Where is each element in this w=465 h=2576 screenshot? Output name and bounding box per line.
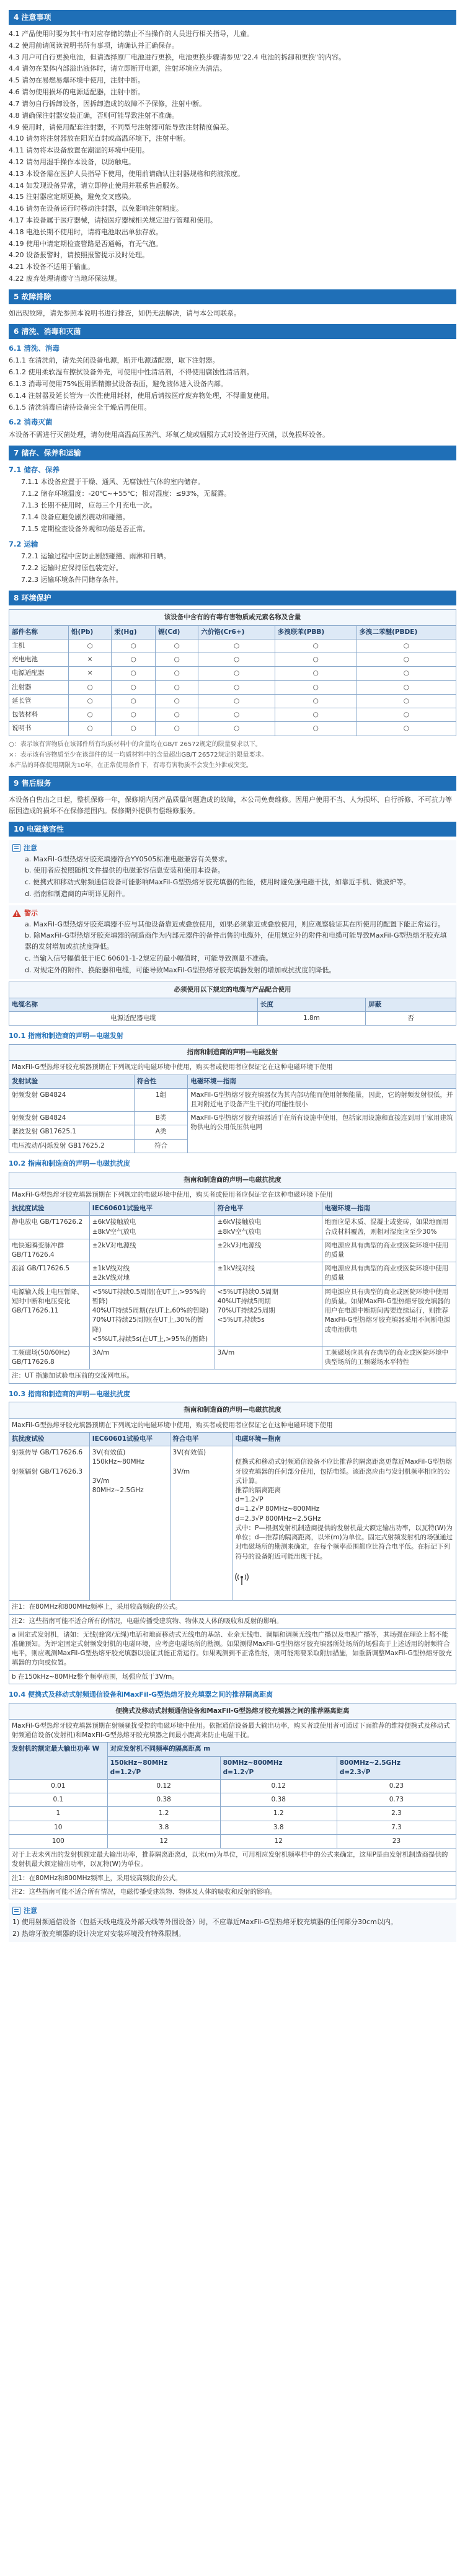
table-cell: 电源适配器电缆 [9, 1012, 258, 1026]
list-item: 6.1.5 清洗消毒后请待设备完全干燥后再使用。 [9, 403, 151, 411]
table-cell: ○ [198, 653, 275, 667]
table-cell: ○ [198, 680, 275, 694]
section-7-header: 7 储存、保养和运输 [9, 446, 456, 460]
emission-table-wrap [9, 1044, 456, 1153]
table-cell: ○ [112, 694, 156, 708]
table-cell: 工频磁场(50/60Hz) GB/T17626.8 [9, 1346, 90, 1369]
table-cell: ±1kV线对线 [215, 1262, 322, 1285]
table-cell: ○ [275, 640, 356, 653]
table-header: 电磁环境—指南 [188, 1075, 456, 1088]
table-row [9, 1285, 456, 1346]
table-cell: 3V(有效值) 150kHz~80MHz 3V/m 80MHz~2.5GHz [89, 1446, 170, 1601]
table-header: 80MHz~800MHz d=1.2√P [220, 1756, 337, 1779]
subsection-title: 10.2 指南和制造商的声明—电磁抗扰度 [9, 1159, 130, 1167]
list-item: 6.1.2 使用柔软湿布擦拭设备外壳，可使用中性清洁剂，不得使用腐蚀性清洁剂。 [9, 368, 254, 377]
table-header: 六价铬(Cr6+) [198, 625, 275, 639]
warning-item: c. 当输入信号幅值低于IEC 60601-1-2规定的最小幅值时，可能导致测量不准确。 [25, 954, 273, 963]
table-cell: 10 [9, 1821, 108, 1834]
section-5-text: 如出现故障，请先参照本说明书进行排查，如仍无法解决，请与本公司联系。 [9, 309, 241, 317]
table-cell: 0.12 [107, 1780, 220, 1793]
table-row [9, 1012, 456, 1026]
list-item: 4.19 使用中请定期检查管路是否通畅，有无气泡。 [9, 239, 162, 248]
note-title-text: 注意 [24, 843, 37, 852]
section-4-list [9, 29, 456, 284]
note-title [12, 843, 453, 854]
table-cell: 网电源应具有典型的商业或医院环境中使用的质量 [322, 1239, 456, 1262]
table-cell: ○ [112, 708, 156, 722]
list-item: 6.1.3 消毒可使用75%医用酒精擦拭设备表面，避免液体进入设备内部。 [9, 379, 228, 388]
section-9-text: 本设备自售出之日起，整机保修一年，保修期内因产品质量问题造成的故障，本公司免费维修。因用户使用不当、人为损坏、自行拆修、不可抗力等原因造成的损坏不在保修范围内。保修期外提供有偿维修服务。 [9, 796, 452, 815]
table-cell: 包装材料 [9, 708, 69, 722]
table-caption: 指南和制造商的声明—电磁抗扰度 [9, 1402, 456, 1418]
table-row [9, 680, 456, 694]
list-item: 4.18 电池长期不使用时，请将电池取出单独存放。 [9, 227, 162, 236]
table-cell: 网电源应具有典型的商业或医院环境中使用的质量。如果MaxFil-G型热熔牙胶充填器的用户在电源中断期间需要连续运行，则推荐MaxFil-G型热熔牙胶充填器采用不间断电源或电池供电 [322, 1285, 456, 1346]
table-cell: <5%UT持续0.5周期 40%UT持续5周期 70%UT持续25周期 <5%UT,持续5s [215, 1285, 322, 1346]
table-row [9, 640, 456, 653]
section-8-header: 8 环境保护 [9, 591, 456, 605]
table-cell: ○ [112, 680, 156, 694]
table-note: 注2：这些指南可能不适合所有的情况，电磁传播受建筑物、物体及人体的吸收和反射的影响。 [9, 1614, 456, 1628]
table-cell: 7.3 [337, 1821, 456, 1834]
table-caption: 指南和制造商的声明—电磁发射 [9, 1045, 456, 1061]
table-cell: 3A/m [89, 1346, 215, 1369]
table-cell: ○ [69, 694, 112, 708]
table-header: 多溴二苯醚(PBDE) [356, 625, 456, 639]
table-cell: 0.01 [9, 1780, 108, 1793]
table-cell: 充电电池 [9, 653, 69, 667]
distance-table [9, 1703, 456, 1899]
table-note: 注2：这些指南可能不适合所有情况，电磁传播受建筑物、物体及人体的吸收和反射的影响。 [9, 1885, 456, 1899]
table-intro: MaxFil-G型热熔牙胶充填器预期在下列规定的电磁环境中使用，购买者或使用者应保证它在这种电磁环境下使用 [9, 1418, 456, 1432]
table-cell: 射频发射 GB4824 [9, 1112, 135, 1125]
table-note: b 在150kHz~80MHz整个频率范围，场强应低于3V/m。 [9, 1670, 456, 1684]
table-cell: 3.8 [107, 1821, 220, 1834]
list-item: 7.1.4 设备应避免剧烈震动和碰撞。 [21, 512, 130, 521]
table-header: 铅(Pb) [69, 625, 112, 639]
table-cell: × [69, 667, 112, 680]
table-header: 多溴联苯(PBB) [275, 625, 356, 639]
table-cell: ±2kV对电源线 [89, 1239, 215, 1262]
section-5-header: 5 故障排除 [9, 289, 456, 304]
table-cell: 3.8 [220, 1821, 337, 1834]
note-title [12, 1906, 453, 1917]
table-cell: ○ [69, 708, 112, 722]
table-cell: 0.38 [107, 1793, 220, 1807]
rf-immunity-table [9, 1402, 456, 1684]
table-cell: ○ [275, 694, 356, 708]
table-header: 部件名称 [9, 625, 69, 639]
subsection-title: 7.1 储存、保养 [9, 465, 60, 474]
table-cell: A类 [134, 1125, 188, 1139]
section-10-header: 10 电磁兼容性 [9, 822, 456, 837]
table-cell: ±6kV接触放电 ±8kV空气放电 [89, 1216, 215, 1239]
list-item: 4.21 本设备不适用于输血。 [9, 263, 94, 271]
paragraph: 本设备不需进行灭菌处理，请勿使用高温高压蒸汽、环氧乙烷或辐照方式对设备进行灭菌，以免损坏设备。 [9, 431, 329, 439]
table-cell: 0.38 [220, 1793, 337, 1807]
table-header: 符合电平 [170, 1432, 232, 1446]
table-row [9, 1239, 456, 1262]
table-cell: 3V(有效值) 3V/m [170, 1446, 232, 1601]
hazard-table [9, 609, 456, 736]
table-row [9, 1088, 456, 1111]
table-cell: 射频传导 GB/T17626.6 射频辐射 GB/T17626.3 [9, 1446, 90, 1601]
list-item: 4.15 注射器应定期更换，避免交叉感染。 [9, 193, 135, 201]
table-cell: ±6kV接触放电 ±8kV空气放电 [215, 1216, 322, 1239]
list-item: 4.17 本设备属于医疗器械，请按医疗器械相关规定进行管理和使用。 [9, 216, 217, 224]
note-item: c. 便携式和移动式射频通信设备可能影响MaxFil-G型热熔牙胶充填器的性能，使用时避免强电磁干扰，如靠近手机、微波炉等。 [25, 878, 410, 887]
table-header: 抗扰度试验 [9, 1202, 90, 1216]
note-icon [12, 844, 20, 852]
table-note: 注1：在80MHz和800MHz频率上，采用较高频段的公式。 [9, 1601, 456, 1614]
immunity-table [9, 1172, 456, 1384]
table-intro: MaxFil-G型热熔牙胶充填器预期在下列规定的电磁环境中使用，购买者或使用者应保证它在这种电磁环境下使用 [9, 1061, 456, 1075]
note-box [9, 840, 456, 903]
warning-title-text: 警示 [24, 908, 38, 917]
list-item: 4.20 设备报警时，请按照报警提示及时处理。 [9, 251, 149, 260]
table-cell: ○ [156, 708, 198, 722]
list-item: 4.9 使用时，请使用配套注射器，不同型号注射器可能导致注射精度偏差。 [9, 123, 233, 131]
rf-immunity-table-wrap [9, 1402, 456, 1684]
table-cell: <5%UT持续0.5周期(在UT上,>95%的暂降) 40%UT持续5周期(在UT上,60%的暂降) 70%UT持续25周期(在UT上,30%的暂降) <5%UT,持续5s(在UT上,>95%的暂降) [89, 1285, 215, 1346]
table-row [9, 1112, 456, 1125]
table-header: 对应发射机不同频率的隔离距离 m [107, 1743, 456, 1756]
subsection-title: 10.3 指南和制造商的声明—电磁抗扰度 [9, 1389, 130, 1398]
table-header: 符合性 [134, 1075, 188, 1088]
warning-box [9, 905, 456, 979]
table-cell: 12 [107, 1834, 220, 1848]
table-cell: 1.2 [220, 1807, 337, 1821]
table-cell: ○ [69, 640, 112, 653]
table-header: 发射机的额定最大输出功率 W [9, 1743, 108, 1780]
table-cell: ○ [198, 640, 275, 653]
table-cell: ○ [356, 667, 456, 680]
table-cell: ○ [156, 640, 198, 653]
table-cell: 工频磁场应具有在典型的商业或医院环境中典型场所的工频磁场水平特性 [322, 1346, 456, 1369]
table-cell: ±2kV对电源线 [215, 1239, 322, 1262]
table-header: 抗扰度试验 [9, 1432, 90, 1446]
subsection-title: 6.1 清洗、消毒 [9, 343, 60, 353]
list-item: 7.2.2 运输时应保持原包装完好。 [21, 563, 123, 572]
warning-icon [12, 910, 21, 917]
table-cell: ○ [356, 653, 456, 667]
table-row [9, 1216, 456, 1239]
table-caption: 必须使用以下规定的电缆与产品配合使用 [9, 982, 456, 998]
list-item: 6.1.1 在清洗前，请先关闭设备电源，断开电源适配器，取下注射器。 [9, 356, 219, 365]
table-cell: ○ [112, 640, 156, 653]
table-cell: MaxFil-G型热熔牙胶充填器适于在所有设施中使用，包括家用设施和直接连到用于家用建筑物供电的公用低压供电网 [188, 1112, 456, 1153]
note-item: a. MaxFil-G型热熔牙胶充填器符合YY0505标准电磁兼容有关要求。 [25, 855, 232, 863]
table-row [9, 708, 456, 722]
table-cell: ○ [69, 722, 112, 736]
list-item: 7.2.1 运输过程中应防止剧烈碰撞、雨淋和日晒。 [21, 552, 170, 561]
table-header: 发射试验 [9, 1075, 135, 1088]
list-item: 6.1.4 注射器及延长管为一次性使用耗材，使用后请按医疗废弃物处理，不得重复使用。 [9, 391, 274, 400]
list-item: 7.1.1 本设备应置于干燥、通风、无腐蚀性气体的室内储存。 [21, 478, 205, 486]
list-item: 4.13 本设备需在医护人员指导下使用，使用前请确认注射器规格和药液浓度。 [9, 169, 244, 178]
subsection-title: 6.2 消毒灭菌 [9, 418, 53, 427]
table-cell: 主机 [9, 640, 69, 653]
table-note: 注：UT 指施加试验电压前的交流网电压。 [9, 1369, 456, 1383]
table-cell: ○ [156, 694, 198, 708]
section-6-header: 6 清洗、消毒和灭菌 [9, 324, 456, 339]
table-cell: ○ [69, 680, 112, 694]
note-item: 2) 热熔牙胶充填器的设计决定对安装环境没有特殊限制。 [12, 1929, 185, 1938]
table-cell: 3A/m [215, 1346, 322, 1369]
emission-table [9, 1044, 456, 1153]
warning-item: b. 除MaxFil-G型热熔牙胶充填器的制造商作为内部元器件的备件出售的电缆外，使用规定外的附件和电缆可能导致MaxFil-G型热熔牙胶充填器的发射增加或抗扰度降低。 [25, 931, 447, 951]
table-cell: ○ [356, 722, 456, 736]
table-row [9, 1834, 456, 1848]
table-row [9, 1793, 456, 1807]
note-item: d. 指南和制造商的声明详见附件。 [25, 889, 129, 898]
table-cell: 100 [9, 1834, 108, 1848]
table-header: IEC60601试验电平 [89, 1432, 170, 1446]
list-item: 4.12 请勿用湿手操作本设备，以防触电。 [9, 157, 135, 166]
table-row [9, 1807, 456, 1821]
table-cell: ○ [156, 680, 198, 694]
subsection-title: 10.4 便携式及移动式射频通信设备和MaxFil-G型热熔牙胶充填器之间的推荐隔离距离 [9, 1690, 273, 1699]
table-row [9, 722, 456, 736]
table-cell: ○ [112, 653, 156, 667]
table-header: 屏蔽 [366, 998, 456, 1011]
table-cell: 静电放电 GB/T17626.2 [9, 1216, 90, 1239]
table-cell: 1 [9, 1807, 108, 1821]
table-header: 150kHz~80MHz d=1.2√P [107, 1756, 220, 1779]
table-cell: 否 [366, 1012, 456, 1026]
table-cell: MaxFil-G型热熔牙胶充填器仅为其内部功能而使用射频能量，因此，它的射频发射很低，并且对附近电子设备产生干扰的可能性很小 [188, 1088, 456, 1111]
table-header: 电磁环境—指南 [232, 1432, 456, 1446]
table-note: a 固定式发射机，诸如：无线(蜂窝/无绳)电话和地面移动式无线电的基站、业余无线电、调幅和调频无线电广播以及电视广播等，其场强在理论上都不能准确预知。为评定固定式射频发射机的电磁环境，应考虑电磁场所的勘测。如果测得MaxFil-G型热熔牙胶充填器所处场所的场强高于上述适用的射频符合电平，则应观测MaxFil-G型热熔牙胶充填器以验证其能正常运行。如果观测到不正常性能，则可能需要采取附加措施，如重新调整MaxFil-G型热熔牙胶充填器的方向或位置。 [9, 1628, 456, 1670]
table-cell: ○ [112, 722, 156, 736]
table-caption: 该设备中含有的有毒有害物质或元素名称及含量 [9, 609, 456, 625]
table-note: 注1：在80MHz和800MHz频率上，采用较高频段的公式。 [9, 1871, 456, 1885]
immunity-table-wrap [9, 1172, 456, 1384]
table-cell: ○ [198, 708, 275, 722]
table-row [9, 667, 456, 680]
list-item: 4.10 请勿将注射器放在阳光直射或高温环境下，注射中断。 [9, 134, 190, 143]
final-note-box [9, 1903, 456, 1942]
table-cell: ○ [198, 694, 275, 708]
table-cell: 谐波发射 GB17625.1 [9, 1125, 135, 1139]
table-cell: B类 [134, 1112, 188, 1125]
table-cell: 23 [337, 1834, 456, 1848]
table-header: 汞(Hg) [112, 625, 156, 639]
subsection-title: 7.2 运输 [9, 539, 38, 548]
table-cell: ○ [112, 667, 156, 680]
table-cell: 注射器 [9, 680, 69, 694]
table-cell: 12 [220, 1834, 337, 1848]
table-header: 符合电平 [215, 1202, 322, 1216]
list-item: 4.5 请勿在易燃易爆环境中使用，注射中断。 [9, 76, 144, 85]
table-cell: 浪涌 GB/T17626.5 [9, 1262, 90, 1285]
table-row [9, 1780, 456, 1793]
table-note: ×：表示该有害物质至少在该部件的某一均质材料中的含量超出GB/T 26572规定的限量要求。 [9, 751, 268, 758]
list-item: 4.6 请勿使用损坏的电源适配器，注射中断。 [9, 88, 144, 97]
list-item: 4.3 用户可自行更换电池，但请选择原厂电池进行更换，电池更换步骤请参见"22.4 电池的拆卸和更换"的内容。 [9, 53, 346, 61]
table-cell: 1.8m [257, 1012, 366, 1026]
list-item: 7.1.2 储存环境温度：-20℃~+55℃；相对湿度：≤93%，无凝露。 [21, 490, 231, 498]
note-item: 1) 使用射频通信设备（包括天线电缆及外部天线等外围设备）时，不应靠近MaxFil-G型热熔牙胶充填器的任何部分30cm以内。 [12, 1917, 397, 1926]
table-cell: ○ [275, 680, 356, 694]
table-row [9, 653, 456, 667]
table-header: 镉(Cd) [156, 625, 198, 639]
table-cell: ○ [156, 667, 198, 680]
table-cell: 电源适配器 [9, 667, 69, 680]
table-cell: ○ [156, 653, 198, 667]
table-note: 对于上表未列出的发射机额定最大输出功率，推荐隔离距离d，以米(m)为单位，可用相应发射机频率栏中的公式来确定，这里P是由发射机制造商提供的发射机最大额定输出功率，以瓦特(W)为单位。 [9, 1848, 456, 1871]
distance-table-wrap [9, 1703, 456, 1899]
table-cell: 0.12 [220, 1780, 337, 1793]
section-9-header: 9 售后服务 [9, 776, 456, 791]
table-cell: ○ [275, 653, 356, 667]
table-intro: MaxFil-G型热熔牙胶充填器预期在下列规定的电磁环境中使用，购买者或使用者应保证它在这种电磁环境下使用 [9, 1188, 456, 1202]
table-cell [232, 1446, 456, 1601]
table-cell: 0.73 [337, 1793, 456, 1807]
table-cell: 符合 [134, 1139, 188, 1153]
table-cell: 1组 [134, 1088, 188, 1111]
table-cell: ○ [198, 667, 275, 680]
table-cell: 电快速瞬变脉冲群 GB/T17626.4 [9, 1239, 90, 1262]
list-item: 4.16 请勿在设备运行时移动注射器，以免影响注射精度。 [9, 204, 183, 213]
note-icon [12, 1907, 20, 1915]
table-cell: ○ [275, 708, 356, 722]
cable-table-wrap [9, 982, 456, 1026]
table-header: 电缆名称 [9, 998, 258, 1011]
table-header: 长度 [257, 998, 366, 1011]
table-cell: ±1kV线对线 ±2kV线对地 [89, 1262, 215, 1285]
table-row [9, 1821, 456, 1834]
table-header: 800MHz~2.5GHz d=2.3√P [337, 1756, 456, 1779]
guidance-text: 便携式和移动式射频通信设备不应比推荐的隔离距离更靠近MaxFil-G型热熔牙胶充填器的任何部分使用，包括电缆。该距离应由与发射机频率相应的公式计算。 推荐的隔离距离 d=1.2√P d=1.2√P 80MHz~800MHz d=2.3√P 800MHz~2.5GHz 式中：P—根据发射机制造商提供的发射机最大额定输出功率，以瓦特(W)为单位；d—推荐的隔离距离，以米(m)为单位。固定式射频发射机的场强通过对电磁场所的勘测来确定，在每个频率范围都应比符合电平低。在标记下列符号的设备附近可能出现干扰。 [235, 1458, 453, 1560]
table-note: 本产品的环保使用期限为10年，在正常使用条件下，有毒有害物质不会发生外泄或突变。 [9, 762, 252, 769]
table-cell: ○ [356, 708, 456, 722]
table-cell: 地面应是木质、混凝土或瓷砖，如果地面用合成材料覆盖，则相对湿度应至少30% [322, 1216, 456, 1239]
table-header: 电磁环境—指南 [322, 1202, 456, 1216]
cable-table [9, 982, 456, 1026]
table-caption: 指南和制造商的声明—电磁抗扰度 [9, 1172, 456, 1188]
hazard-table-wrap [9, 609, 456, 736]
list-item: 7.1.5 定期检查设备外观和功能是否正常。 [21, 524, 150, 533]
warning-item: a. MaxFil-G型热熔牙胶充填器不应与其他设备靠近或叠放使用，如果必须靠近或叠放使用，则应观察验证其在所使用的配置下能正常运行。 [25, 920, 445, 928]
warning-title [12, 908, 453, 919]
list-item: 4.22 废弃处理请遵守当地环保法规。 [9, 275, 122, 283]
table-cell: ○ [156, 722, 198, 736]
list-item: 7.2.3 运输环境条件同储存条件。 [21, 575, 123, 584]
table-cell: 电压波动/闪烁发射 GB17625.2 [9, 1139, 135, 1153]
table-cell: ○ [275, 667, 356, 680]
table-cell: ○ [356, 680, 456, 694]
list-item: 4.2 使用前请阅读说明书所有事项，请确认并正确保存。 [9, 41, 179, 50]
table-row [9, 1446, 456, 1601]
table-row [9, 1346, 456, 1369]
list-item: 4.11 请勿将本设备放置在潮湿的环境中使用。 [9, 146, 149, 155]
list-item: 4.14 如发现设备异常，请立即停止使用并联系售后服务。 [9, 181, 183, 190]
list-item: 4.7 请勿自行拆卸设备，因拆卸造成的故障不予保修，注射中断。 [9, 99, 206, 108]
radiation-symbol-icon [235, 1564, 453, 1589]
section-4-header: 4 注意事项 [9, 10, 456, 25]
table-cell: × [69, 653, 112, 667]
table-cell: 0.23 [337, 1780, 456, 1793]
table-cell: 2.3 [337, 1807, 456, 1821]
note-title-text: 注意 [24, 1907, 37, 1915]
table-caption: 便携式及移动式射频通信设备和MaxFil-G型热熔牙胶充填器之间的推荐隔离距离 [9, 1703, 456, 1719]
table-cell: 电源输入线上电压暂降、短时中断和电压变化 GB/T17626.11 [9, 1285, 90, 1346]
list-item: 4.8 请确保注射器安装正确，否则可能导致注射不准确。 [9, 111, 179, 120]
table-cell: ○ [198, 722, 275, 736]
table-cell: ○ [356, 694, 456, 708]
table-row [9, 1262, 456, 1285]
list-item: 7.1.3 长期不使用时，应每三个月充电一次。 [21, 501, 157, 510]
subsection-title: 10.1 指南和制造商的声明—电磁发射 [9, 1032, 123, 1040]
note-item: b. 使用者应按照随机文件提供的电磁兼容信息安装和使用本设备。 [25, 866, 224, 875]
table-intro: MaxFil-G型热熔牙胶充填器预期在射频骚扰受控的电磁环境中使用。依据通信设备最大输出功率，购买者或使用者可通过下面推荐的维持便携式及移动式射频通信设备(发射机)和MaxFil-G型热熔牙胶充填器之间最小距离来防止电磁干扰。 [9, 1719, 456, 1742]
list-item: 4.1 产品使用时要为其中有对应存储的禁止不当操作的人员进行相关指导，儿童。 [9, 30, 254, 38]
warning-item: d. 对规定外的附件、换能器和电缆，可能导致MaxFil-G型热熔牙胶充填器发射的增加或抗扰度的降低。 [25, 965, 336, 974]
table-note: ○：表示该有害物质在该部件所有均质材料中的含量均在GB/T 26572规定的限量要求以下。 [9, 741, 262, 748]
table-cell: 1.2 [107, 1807, 220, 1821]
table-header: IEC60601试验电平 [89, 1202, 215, 1216]
table-cell: 网电源应具有典型的商业或医院环境中使用的质量 [322, 1262, 456, 1285]
table-row [9, 694, 456, 708]
table-cell: 射频发射 GB4824 [9, 1088, 135, 1111]
list-item: 4.4 请勿在泵体内部溢出液体时，请立即断开电源，注射环境应为清洁。 [9, 64, 226, 73]
table-cell: 0.1 [9, 1793, 108, 1807]
table-cell: ○ [356, 640, 456, 653]
table-cell: 说明书 [9, 722, 69, 736]
table-cell: 延长管 [9, 694, 69, 708]
table-cell: ○ [275, 722, 356, 736]
